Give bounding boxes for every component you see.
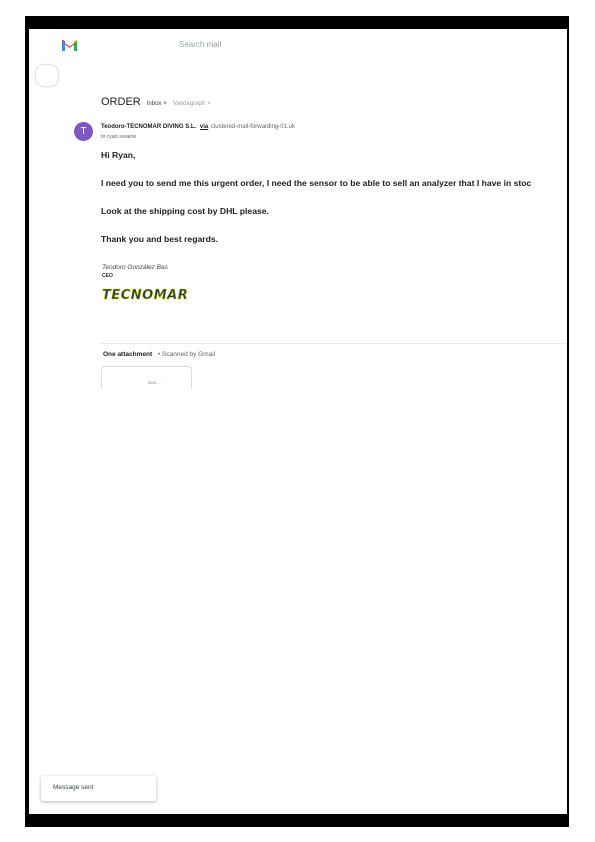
search-input[interactable]: Search mail <box>179 40 222 49</box>
sender-name[interactable]: Teodoro-TECNOMAR DIVING S.L. <box>101 124 197 130</box>
body-paragraph: I need you to send me this urgent order, I need the sensor to be able to sell an analyzer that I have in stoc <box>101 178 532 188</box>
tecnomar-logo <box>102 287 192 303</box>
label-chip-text: Inbox <box>146 101 162 107</box>
via-link[interactable]: via <box>199 124 209 130</box>
attachment-card[interactable] <box>101 366 192 389</box>
attachment-count: One attachment <box>103 351 153 358</box>
scanned-by-gmail-label: • Scanned by Gmail <box>157 351 216 358</box>
sender-address: clustered-mail-forwarding-01.uk <box>210 124 295 130</box>
sender-avatar[interactable]: T <box>74 122 93 141</box>
attachment-header <box>103 351 215 358</box>
remove-label-icon[interactable]: × <box>207 101 211 107</box>
sender-line <box>101 124 295 130</box>
recipient-line[interactable]: to ryan.swaine <box>101 134 137 140</box>
frame-right-bar <box>567 16 569 827</box>
body-greeting: Hi Ryan, <box>101 150 136 160</box>
snackbar-toast <box>41 776 156 801</box>
frame-bottom-bar <box>25 814 569 827</box>
attachment-thumbnail-text: BDN ... <box>148 380 161 385</box>
signature-name: Teodoro González Bas <box>102 264 168 271</box>
body-paragraph: Look at the shipping cost by DHL please. <box>101 206 269 216</box>
logo-text: TECNOMAR <box>102 288 189 303</box>
gmail-logo-icon[interactable] <box>61 38 78 51</box>
frame-left-bar <box>25 16 29 827</box>
attachment-divider <box>101 343 567 344</box>
label-chip-text: Vandagraph <box>172 101 206 107</box>
compose-button[interactable] <box>36 65 58 86</box>
toast-message: Message sent <box>53 784 94 791</box>
label-chip-inbox[interactable] <box>147 101 167 107</box>
frame-top-bar <box>25 16 569 29</box>
email-subject: ORDER <box>101 96 141 108</box>
remove-label-icon[interactable]: × <box>163 101 167 107</box>
body-paragraph: Thank you and best regards. <box>101 234 218 244</box>
label-chip-vandagraph[interactable] <box>173 101 211 107</box>
subject-row <box>101 96 211 108</box>
signature-title: CEO <box>102 273 113 279</box>
